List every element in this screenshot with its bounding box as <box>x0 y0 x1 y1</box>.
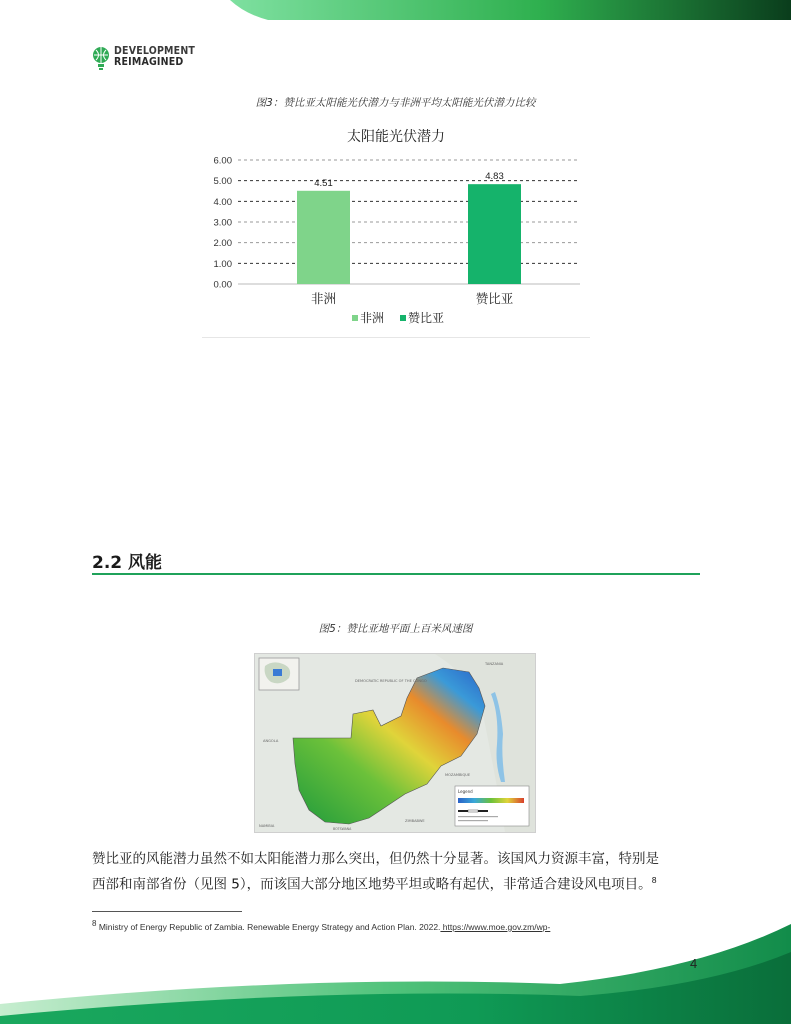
y-tick-label: 1.00 <box>213 258 232 270</box>
logo-line-2: REIMAGINED <box>114 56 184 68</box>
globe-lightbulb-icon <box>92 46 110 72</box>
map-label-mozambique: MOZAMBIQUE <box>445 773 471 777</box>
solar-pv-chart <box>202 122 590 338</box>
section-divider <box>92 573 700 575</box>
chart-svg <box>202 122 590 337</box>
bar-value-label: 4.83 <box>485 171 504 183</box>
page-number: 4 <box>690 956 698 971</box>
map-label-botswana: BOTSWANA <box>333 827 352 831</box>
y-tick-label: 2.00 <box>213 238 232 250</box>
footnote-number: 8 <box>92 919 97 928</box>
y-tick-label: 4.00 <box>213 196 232 208</box>
chart-title: 太阳能光伏潜力 <box>347 129 445 145</box>
bottom-decorative-band <box>0 921 791 1024</box>
y-tick-label: 3.00 <box>213 217 232 229</box>
y-tick-label: 0.00 <box>213 279 232 291</box>
top-decorative-band <box>0 0 791 20</box>
bar-value-label: 4.51 <box>314 177 333 189</box>
x-tick-label: 赞比亚 <box>475 291 514 306</box>
x-tick-label: 非洲 <box>310 291 337 306</box>
legend-label: 赞比亚 <box>408 311 445 325</box>
figure-3-caption: 图3：赞比亚太阳能光伏潜力与非洲平均太阳能光伏潜力比较 <box>255 97 536 109</box>
legend-swatch <box>400 315 406 321</box>
body-paragraph-line-2-text: 西部和南部省份（见图 5），而该国大部分地区地势平坦或略有起伏，非常适合建设风电项目。 <box>92 876 652 893</box>
wind-map-graphic <box>255 654 535 832</box>
section-heading: 2.2 风能 <box>92 553 163 573</box>
bar-africa <box>297 191 350 284</box>
body-paragraph-line-2 <box>92 870 712 896</box>
logo-line-1: DEVELOPMENT <box>114 45 196 57</box>
footnote-divider <box>92 911 242 912</box>
bar-zambia <box>468 184 521 284</box>
footnote-link[interactable]: https://www.moe.gov.zm/wp- <box>440 921 551 932</box>
map-label-zimbabwe: ZIMBABWE <box>405 819 425 823</box>
map-label-namibia: NAMIBIA <box>259 824 275 828</box>
y-tick-label: 6.00 <box>213 155 232 167</box>
legend-label: 非洲 <box>360 311 385 325</box>
footnote-reference[interactable]: 8 <box>651 876 657 885</box>
map-label-drc: DEMOCRATIC REPUBLIC OF THE CONGO <box>355 679 427 683</box>
footnote-text: Ministry of Energy Republic of Zambia. Renewable Energy Strategy and Action Plan. 2022. <box>96 921 441 932</box>
legend-swatch <box>352 315 358 321</box>
figure-5-caption: 图5：赞比亚地平面上百米风速图 <box>318 623 473 635</box>
body-paragraph-line-1: 赞比亚的风能潜力虽然不如太阳能潜力那么突出，但仍然十分显著。该国风力资源丰富，特别是 <box>92 851 659 867</box>
map-legend-title: Legend <box>458 789 473 794</box>
y-tick-label: 5.00 <box>213 176 232 188</box>
map-label-angola: ANGOLA <box>263 739 279 743</box>
map-legend-colorbar <box>458 798 524 803</box>
map-label-tanzania: TANZANIA <box>485 662 504 666</box>
zambia-wind-speed-map <box>254 653 536 833</box>
